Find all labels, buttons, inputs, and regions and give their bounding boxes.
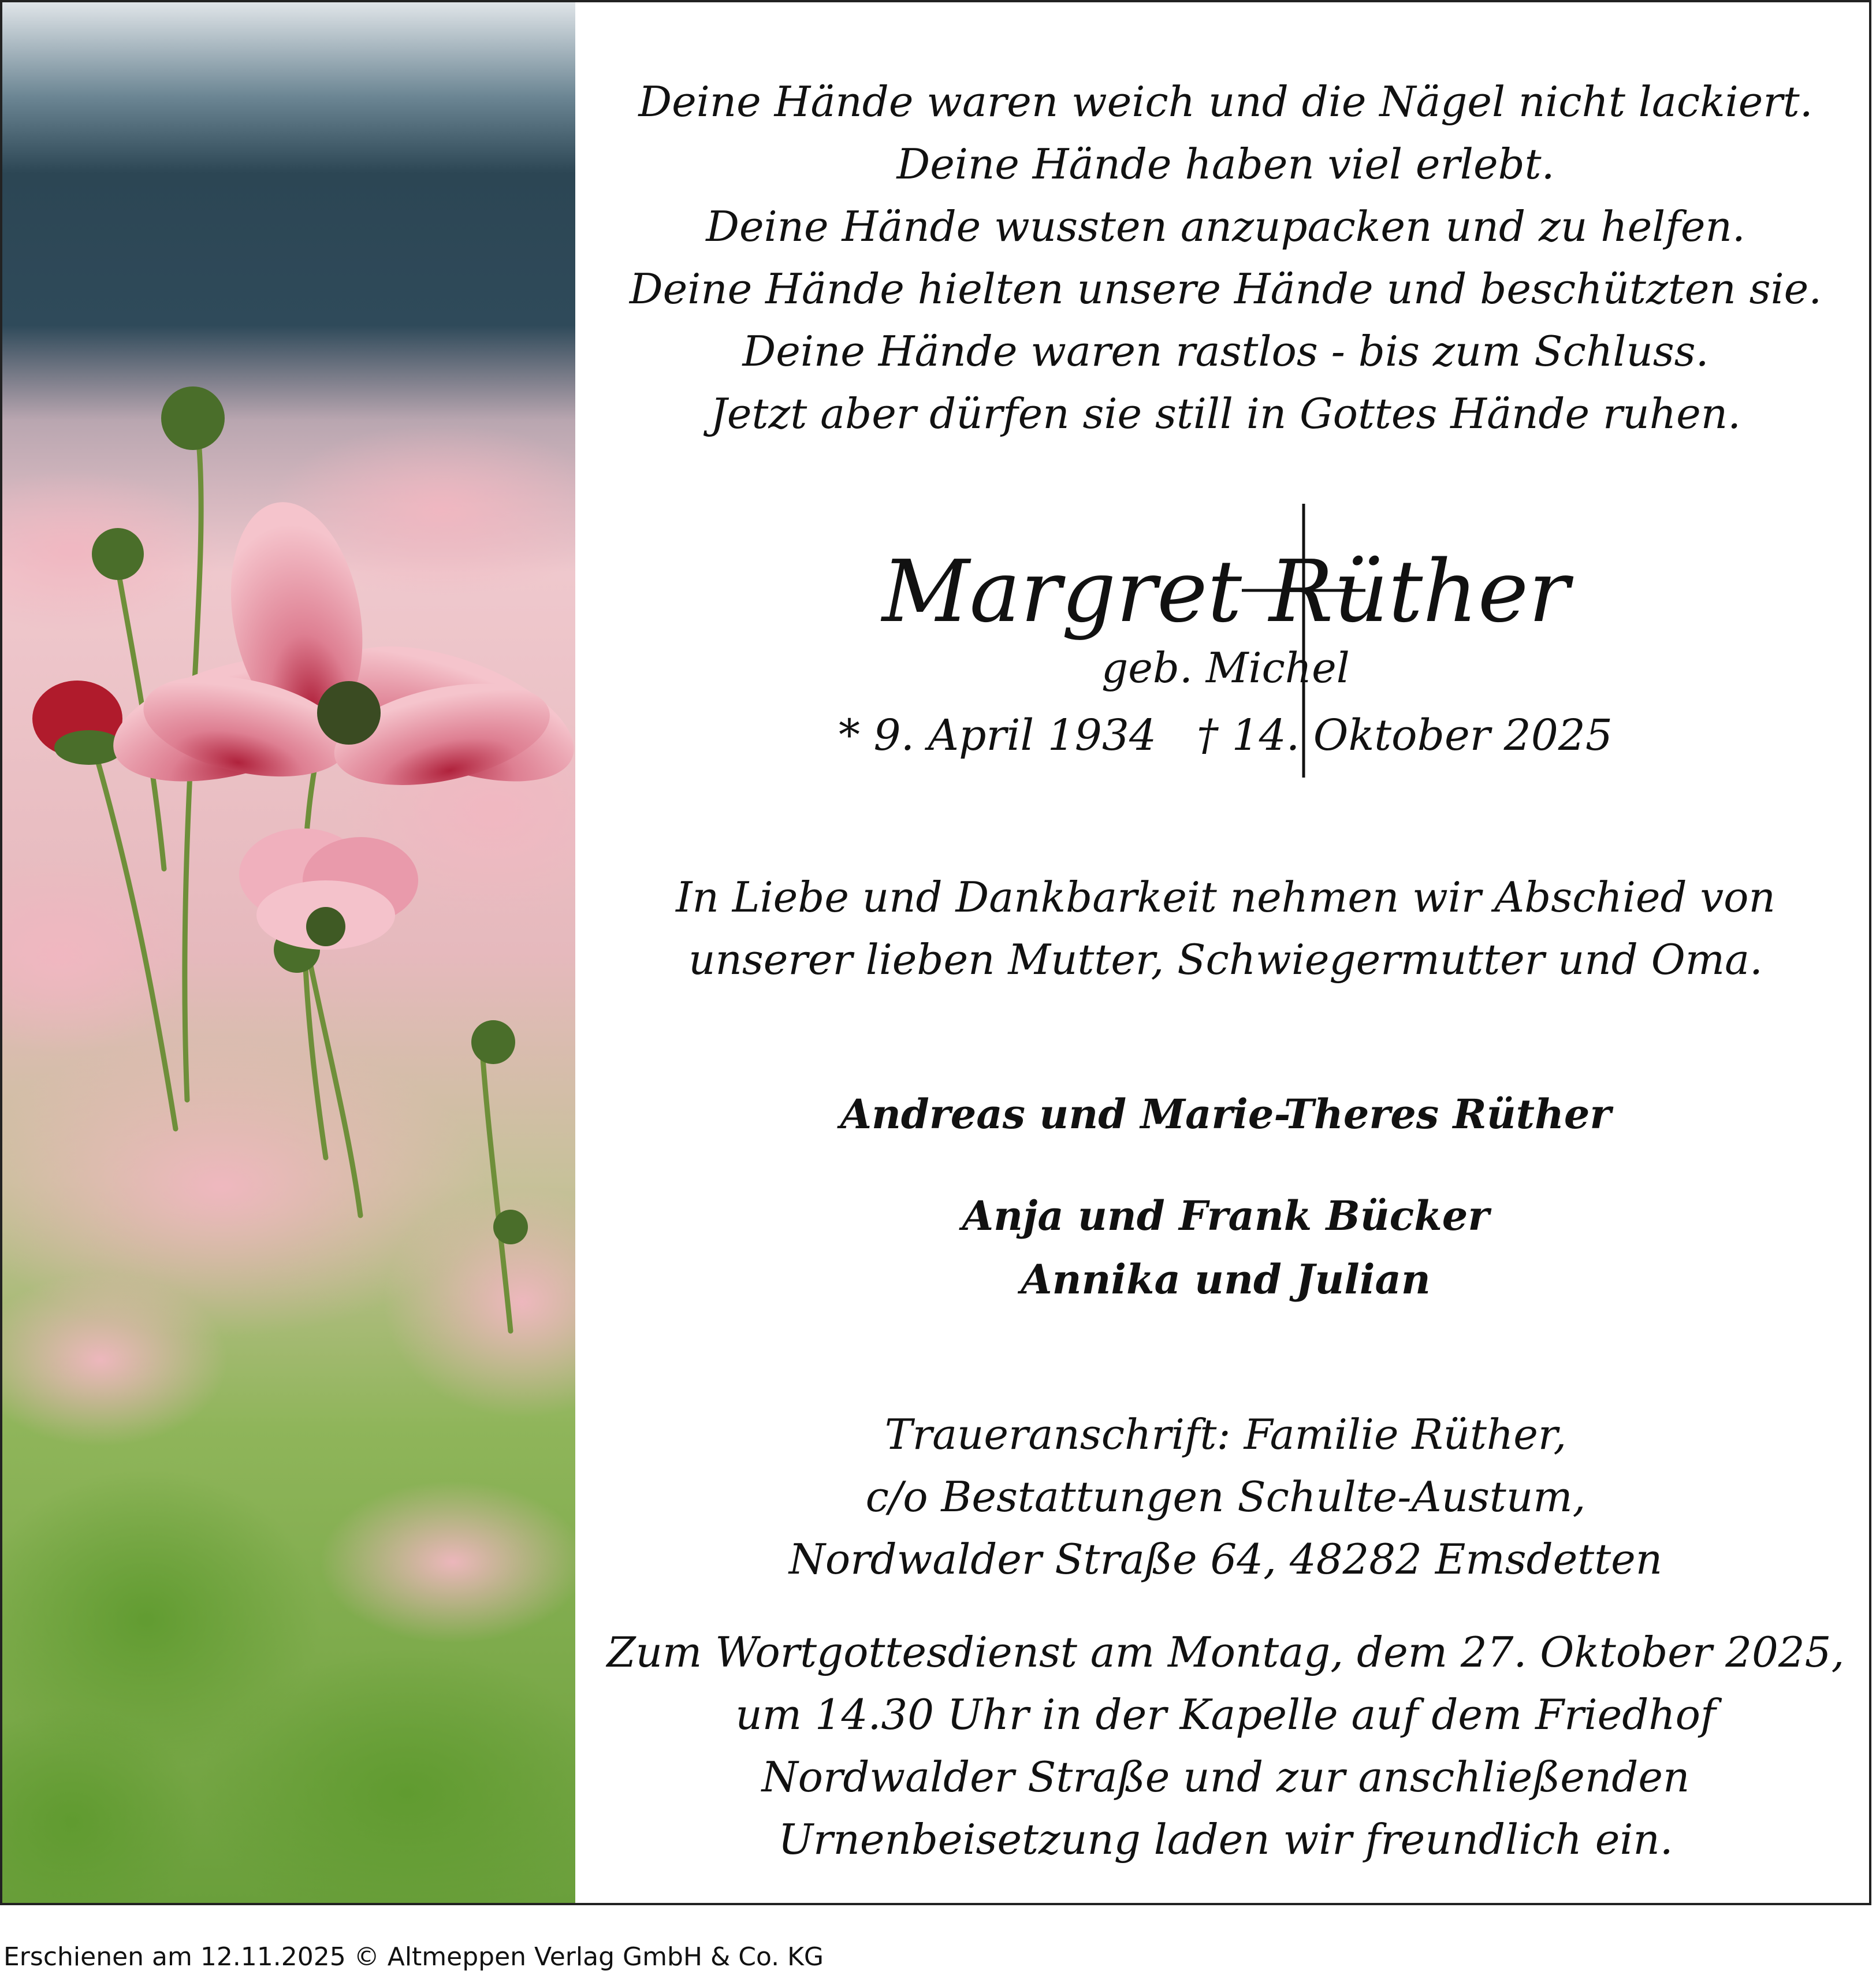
deceased-name: Margret Rüther (882, 542, 1569, 641)
address-line: c/o Bestattungen Schulte-Austum, (865, 1473, 1586, 1521)
publication-footer: Erschienen am 12.11.2025 © Altmeppen Verlag GmbH & Co. KG (3, 1942, 824, 1972)
poem-line: Deine Hände waren rastlos - bis zum Schluss. (742, 327, 1709, 375)
farewell-line: unserer lieben Mutter, Schwiegermutter und Oma. (688, 935, 1763, 984)
family-member: Andreas und Marie-Theres Rüther (840, 1090, 1611, 1138)
life-dates (580, 708, 1871, 763)
service-line: Nordwalder Straße und zur anschließenden (761, 1753, 1690, 1801)
poem-line: Deine Hände wussten anzupacken und zu helfen. (706, 202, 1745, 251)
birth-date: * 9. April 1934 (839, 711, 1157, 760)
poem (580, 70, 1871, 445)
poem-line: Deine Hände haben viel erlebt. (896, 140, 1555, 188)
maiden-name: geb. Michel (1101, 644, 1350, 692)
family-member: Annika und Julian (1021, 1255, 1431, 1303)
poem-line: Deine Hände hielten unsere Hände und beschützten sie. (629, 265, 1822, 313)
obituary-text (580, 2, 1871, 1903)
address-line: Nordwalder Straße 64, 48282 Emsdetten (788, 1535, 1663, 1583)
flower-photo (2, 2, 575, 1903)
family-member: Anja und Frank Bücker (962, 1192, 1490, 1240)
farewell-line: In Liebe und Dankbarkeit nehmen wir Abschied von (676, 873, 1776, 921)
farewell-text (580, 866, 1871, 991)
service-line: Urnenbeisetzung laden wir freundlich ein. (778, 1815, 1673, 1864)
service-line: Zum Wortgottesdienst am Montag, dem 27. Oktober 2025, (606, 1628, 1845, 1676)
mourning-address (580, 1403, 1871, 1590)
service-invitation (580, 1621, 1871, 1871)
poem-line: Jetzt aber dürfen sie still in Gottes Hände ruhen. (710, 389, 1741, 438)
service-line: um 14.30 Uhr in der Kapelle auf dem Friedhof (735, 1690, 1716, 1739)
address-line: Traueranschrift: Familie Rüther, (884, 1410, 1567, 1459)
death-date: † 14. Oktober 2025 (1197, 711, 1613, 760)
poem-line: Deine Hände waren weich und die Nägel nicht lackiert. (638, 77, 1813, 126)
